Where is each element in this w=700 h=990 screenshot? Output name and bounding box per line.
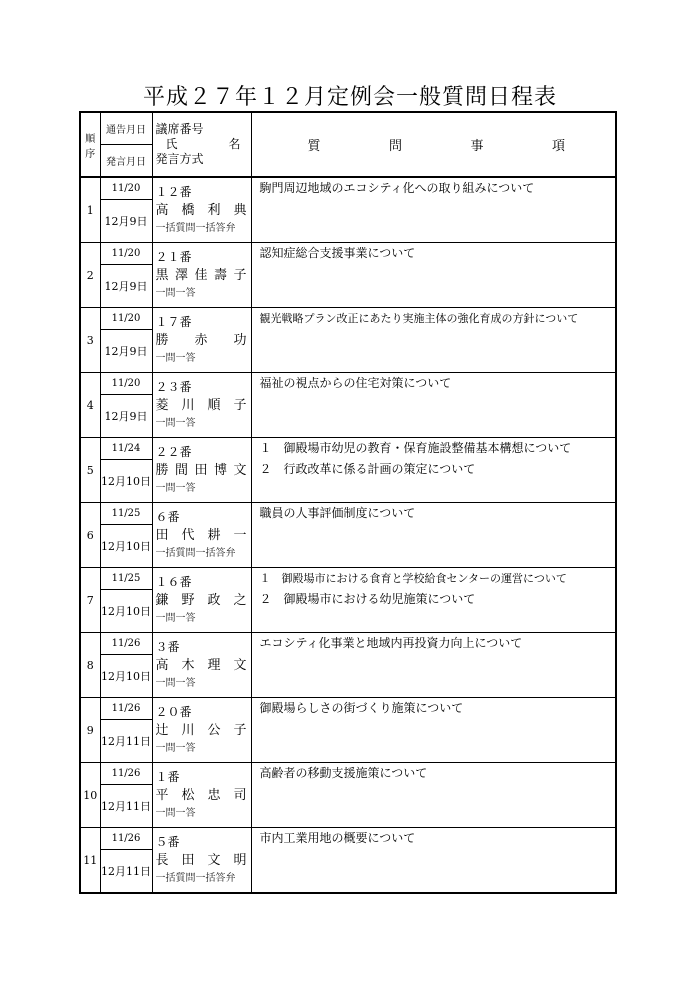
seat-number: １７番	[155, 315, 192, 329]
member-info	[152, 243, 251, 308]
question-line: 認知症総合支援事業について	[259, 246, 416, 260]
order-number: 2	[80, 243, 100, 308]
order-number: 4	[80, 373, 100, 438]
table-row	[80, 308, 616, 330]
question-line: １ 御殿場市における食育と学校給食センターの運営について	[259, 572, 567, 585]
name-char: 鎌	[155, 593, 169, 608]
schedule-table	[79, 111, 617, 894]
table-row	[80, 177, 616, 200]
question-line: 市内工業用地の概要について	[259, 831, 416, 845]
table-row	[80, 763, 616, 785]
speak-date: 12月10日	[100, 525, 152, 568]
member-name	[156, 461, 251, 481]
question-cell	[251, 633, 616, 698]
order-number: 7	[80, 568, 100, 633]
name-char: 之	[233, 593, 247, 608]
question-line: 駒門周辺地域のエコシティ化への取り組みについて	[259, 181, 535, 195]
member-name	[156, 721, 251, 741]
question-cell	[251, 503, 616, 568]
question-cell	[251, 177, 616, 243]
question-line: 御殿場らしさの街づくり施策について	[259, 701, 464, 715]
name-char: 長	[155, 853, 169, 868]
name-char: 典	[233, 203, 247, 218]
name-char: 理	[207, 658, 221, 673]
order-number: 11	[80, 828, 100, 894]
speech-method: 一問一答	[155, 288, 196, 299]
order-number: 8	[80, 633, 100, 698]
notice-date: 11/24	[100, 438, 152, 460]
question-line: １ 御殿場市幼児の教育・保育施設整備基本構想について	[259, 441, 572, 455]
speak-date: 12月9日	[100, 395, 152, 438]
question-line: 高齢者の移動支援施策について	[259, 766, 428, 780]
member-name	[156, 201, 251, 221]
question-cell	[251, 308, 616, 373]
table-row	[80, 243, 616, 265]
name-char: 勝	[155, 463, 169, 478]
speech-method: 一問一答	[155, 678, 196, 689]
notice-date: 11/26	[100, 698, 152, 720]
question-cell	[251, 243, 616, 308]
question-line: 福祉の視点からの住宅対策について	[259, 376, 452, 390]
seat-number: ２０番	[155, 705, 192, 719]
notice-date: 11/25	[100, 503, 152, 525]
question-cell	[251, 373, 616, 438]
notice-date: 11/26	[100, 633, 152, 655]
member-info	[152, 698, 251, 763]
seat-number: ２３番	[155, 380, 192, 394]
header-name-right: 名	[228, 137, 241, 151]
notice-date: 11/20	[100, 177, 152, 200]
seat-number: １２番	[155, 185, 192, 199]
name-char: 川	[181, 398, 195, 413]
name-char: 代	[181, 528, 195, 543]
member-info	[152, 503, 251, 568]
seat-number: ２２番	[155, 445, 192, 459]
member-info	[152, 373, 251, 438]
notice-date: 11/20	[100, 243, 152, 265]
name-char: 菱	[155, 398, 169, 413]
notice-date: 11/26	[100, 828, 152, 850]
header-notice-date: 通告月日	[100, 112, 152, 145]
member-name	[156, 786, 251, 806]
name-char: 文	[233, 463, 247, 478]
member-info	[152, 568, 251, 633]
header-name	[156, 137, 251, 152]
name-char: 田	[155, 528, 169, 543]
notice-date: 11/26	[100, 763, 152, 785]
question-line: ２ 行政改革に係る計画の策定について	[259, 462, 476, 476]
member-name	[156, 396, 251, 416]
member-info	[152, 828, 251, 894]
name-char: 澤	[174, 268, 188, 283]
notice-date: 11/25	[100, 568, 152, 590]
seat-number: ３番	[155, 640, 180, 654]
name-char: 忠	[207, 788, 221, 803]
member-info	[152, 308, 251, 373]
speech-method: 一括質問一括答弁	[155, 548, 236, 559]
member-name	[156, 591, 251, 611]
name-char: 子	[233, 398, 247, 413]
name-char: 子	[233, 723, 247, 738]
notice-date: 11/20	[100, 308, 152, 330]
page-title: 平成２７年１２月定例会一般質問日程表	[142, 85, 557, 110]
name-char: 佳	[194, 268, 208, 283]
speak-date: 12月9日	[100, 265, 152, 308]
name-char: 文	[207, 853, 221, 868]
seat-number: １番	[155, 770, 180, 784]
table-row	[80, 568, 616, 590]
name-char: 田	[181, 853, 195, 868]
header-name-left: 氏	[165, 137, 178, 151]
question-line: 観光戦略プラン改正にあたり実施主体の強化育成の方針について	[259, 312, 579, 325]
speech-method: 一問一答	[155, 353, 196, 364]
question-cell	[251, 763, 616, 828]
schedule-body	[80, 112, 616, 893]
member-name	[156, 851, 251, 871]
name-char: 間	[174, 463, 188, 478]
order-number: 9	[80, 698, 100, 763]
name-char: 一	[233, 528, 247, 543]
speech-method: 一問一答	[155, 808, 196, 819]
speak-date: 12月10日	[100, 460, 152, 503]
name-char: 利	[207, 203, 221, 218]
table-row	[80, 438, 616, 460]
member-name	[156, 331, 251, 351]
order-number: 10	[80, 763, 100, 828]
header-order: 順序	[80, 112, 100, 177]
seat-number: ５番	[155, 835, 180, 849]
member-info	[152, 633, 251, 698]
name-char: 壽	[213, 268, 227, 283]
name-char: 耕	[207, 528, 221, 543]
seat-number: １６番	[155, 575, 192, 589]
question-line: エコシティ化事業と地域内再投資力向上について	[259, 636, 523, 650]
name-char: 高	[155, 658, 169, 673]
header-question-char: 質	[307, 139, 321, 154]
header-method: 発言方式	[155, 152, 204, 166]
table-row	[80, 503, 616, 525]
name-char: 文	[233, 658, 247, 673]
name-char: 赤	[194, 333, 208, 348]
speak-date: 12月9日	[100, 200, 152, 243]
header-seat: 議席番号	[155, 122, 204, 136]
order-number: 5	[80, 438, 100, 503]
speech-method: 一問一答	[155, 483, 196, 494]
member-info	[152, 763, 251, 828]
name-char: 勝	[155, 333, 169, 348]
name-char: 公	[207, 723, 221, 738]
order-number: 3	[80, 308, 100, 373]
name-char: 司	[233, 788, 247, 803]
name-char: 功	[233, 333, 247, 348]
name-char: 高	[155, 203, 169, 218]
header-info	[152, 112, 251, 177]
name-char: 明	[233, 853, 247, 868]
header-question-char: 問	[388, 139, 402, 154]
name-char: 黒	[155, 268, 169, 283]
name-char: 田	[194, 463, 208, 478]
member-info	[152, 177, 251, 243]
seat-number: ６番	[155, 510, 180, 524]
name-char: 子	[233, 268, 247, 283]
table-row	[80, 698, 616, 720]
name-char: 博	[213, 463, 227, 478]
speak-date: 12月11日	[100, 850, 152, 894]
question-line: ２ 御殿場市における幼児施策について	[259, 592, 476, 606]
table-row	[80, 828, 616, 850]
seat-number: ２１番	[155, 250, 192, 264]
name-char: 松	[181, 788, 195, 803]
speak-date: 12月11日	[100, 720, 152, 763]
header-speak-date: 発言月日	[100, 145, 152, 178]
table-row	[80, 373, 616, 395]
name-char: 川	[181, 723, 195, 738]
member-name	[156, 656, 251, 676]
header-row-top	[80, 112, 616, 145]
question-cell	[251, 438, 616, 503]
order-number: 1	[80, 177, 100, 243]
name-char: 平	[155, 788, 169, 803]
speech-method: 一括質問一括答弁	[155, 223, 236, 234]
question-cell	[251, 568, 616, 633]
question-cell	[251, 698, 616, 763]
speak-date: 12月10日	[100, 590, 152, 633]
speech-method: 一問一答	[155, 418, 196, 429]
speak-date: 12月9日	[100, 330, 152, 373]
speech-method: 一問一答	[155, 743, 196, 754]
header-question-char: 項	[551, 139, 565, 154]
member-name	[156, 526, 251, 546]
order-number: 6	[80, 503, 100, 568]
name-char: 政	[207, 593, 221, 608]
speech-method: 一問一答	[155, 613, 196, 624]
name-char: 辻	[155, 723, 169, 738]
table-row	[80, 633, 616, 655]
header-question-char: 事	[470, 139, 484, 154]
name-char: 橋	[181, 203, 195, 218]
name-char: 野	[181, 593, 195, 608]
notice-date: 11/20	[100, 373, 152, 395]
speak-date: 12月10日	[100, 655, 152, 698]
name-char: 順	[207, 398, 221, 413]
question-cell	[251, 828, 616, 894]
question-line: 職員の人事評価制度について	[259, 506, 416, 520]
member-info	[152, 438, 251, 503]
speak-date: 12月11日	[100, 785, 152, 828]
speech-method: 一括質問一括答弁	[155, 873, 236, 884]
member-name	[156, 266, 251, 286]
header-question	[251, 112, 616, 177]
name-char: 木	[181, 658, 195, 673]
